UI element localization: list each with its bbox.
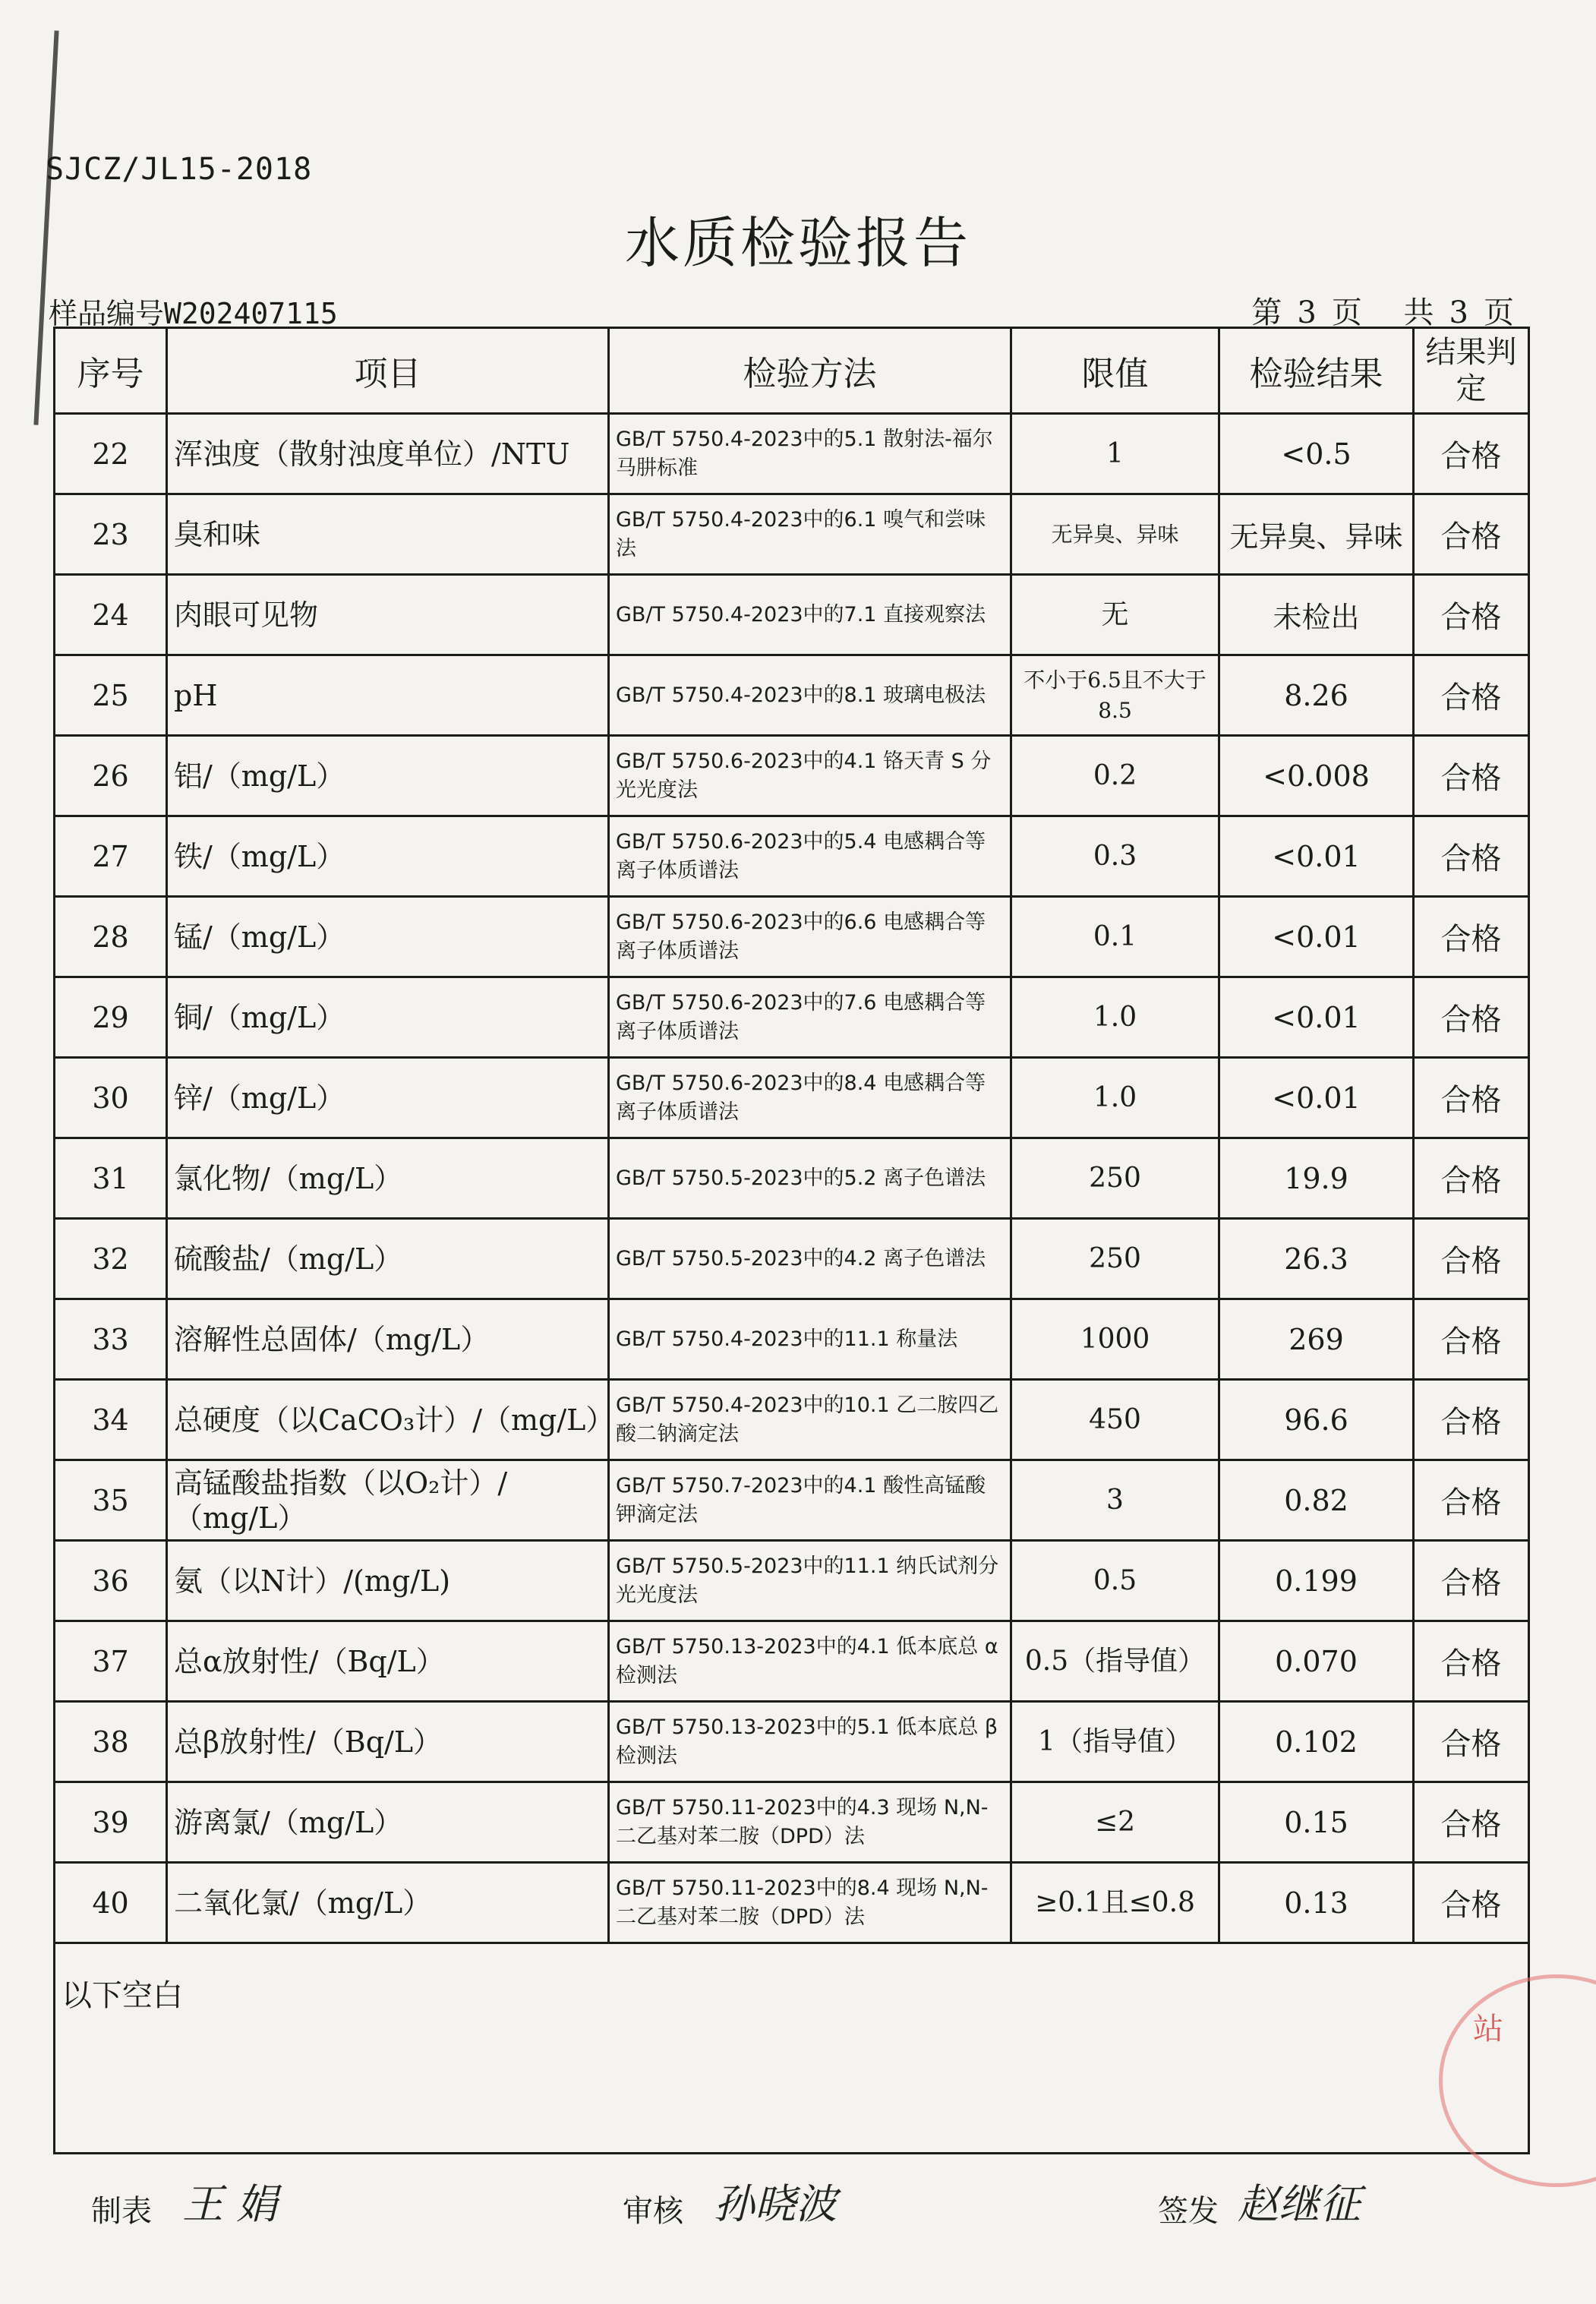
row-result: 0.15 [1219,1782,1414,1863]
row-method: GB/T 5750.6-2023中的8.4 电感耦合等离子体质谱法 [609,1058,1011,1138]
row-limit: 250 [1011,1138,1219,1219]
table-row [55,897,1529,977]
row-result: 0.82 [1219,1460,1414,1541]
table-row [55,414,1529,494]
row-method: GB/T 5750.4-2023中的5.1 散射法-福尔马肼标准 [609,414,1011,494]
row-judge: 合格 [1414,1058,1529,1138]
row-limit: 250 [1011,1219,1219,1299]
row-result: 269 [1219,1299,1414,1380]
row-method: GB/T 5750.4-2023中的11.1 称量法 [609,1299,1011,1380]
total-word: 页 [1484,295,1514,330]
table-row [55,1541,1529,1621]
sample-number-value: W202407115 [164,297,338,330]
row-limit: 0.1 [1011,897,1219,977]
table-row [55,1621,1529,1702]
table-row [55,1299,1529,1380]
table-row [55,1702,1529,1782]
row-result: 未检出 [1219,575,1414,655]
page-word: 页 [1331,295,1362,330]
table-row [55,736,1529,816]
row-no: 36 [55,1541,167,1621]
row-method: GB/T 5750.6-2023中的6.6 电感耦合等离子体质谱法 [609,897,1011,977]
row-no: 26 [55,736,167,816]
row-limit: 1 [1011,414,1219,494]
row-limit: 0.5（指导值） [1011,1621,1219,1702]
table-row [55,1219,1529,1299]
row-item: 铁/（mg/L） [167,816,609,897]
row-judge: 合格 [1414,977,1529,1058]
row-method: GB/T 5750.5-2023中的11.1 纳氏试剂分光光度法 [609,1541,1011,1621]
row-item: 硫酸盐/（mg/L） [167,1219,609,1299]
header-item: 项目 [167,328,609,414]
row-no: 31 [55,1138,167,1219]
row-result: 0.199 [1219,1541,1414,1621]
row-no: 32 [55,1219,167,1299]
row-limit: 450 [1011,1380,1219,1460]
row-judge: 合格 [1414,655,1529,736]
row-limit: 无 [1011,575,1219,655]
page-indicator [1244,289,1522,332]
row-no: 22 [55,414,167,494]
row-method: GB/T 5750.7-2023中的4.1 酸性高锰酸钾滴定法 [609,1460,1011,1541]
table-row [55,575,1529,655]
row-method: GB/T 5750.4-2023中的10.1 乙二胺四乙酸二钠滴定法 [609,1380,1011,1460]
row-result: 26.3 [1219,1219,1414,1299]
row-result: <0.01 [1219,897,1414,977]
row-judge: 合格 [1414,1380,1529,1460]
row-judge: 合格 [1414,736,1529,816]
row-judge: 合格 [1414,414,1529,494]
row-result: 96.6 [1219,1380,1414,1460]
row-no: 40 [55,1863,167,1943]
row-method: GB/T 5750.6-2023中的4.1 铬天青 S 分光光度法 [609,736,1011,816]
header-limit: 限值 [1011,328,1219,414]
row-limit: 1.0 [1011,977,1219,1058]
row-no: 23 [55,494,167,575]
table-row [55,494,1529,575]
row-no: 34 [55,1380,167,1460]
row-limit: 3 [1011,1460,1219,1541]
sample-number-label: 样品编号 [49,297,165,330]
row-result: 8.26 [1219,655,1414,736]
row-method: GB/T 5750.5-2023中的5.2 离子色谱法 [609,1138,1011,1219]
row-limit: 1.0 [1011,1058,1219,1138]
row-limit: 1（指导值） [1011,1702,1219,1782]
row-limit: 1000 [1011,1299,1219,1380]
row-item: 浑浊度（散射浊度单位）/NTU [167,414,609,494]
row-method: GB/T 5750.6-2023中的5.4 电感耦合等离子体质谱法 [609,816,1011,897]
row-judge: 合格 [1414,1138,1529,1219]
row-result: <0.008 [1219,736,1414,816]
row-limit: 0.5 [1011,1541,1219,1621]
table-row [55,816,1529,897]
table-row [55,1460,1529,1541]
row-item: 游离氯/（mg/L） [167,1782,609,1863]
row-judge: 合格 [1414,1219,1529,1299]
table-row [55,655,1529,736]
reviewed-label: 审核 [623,2194,683,2229]
row-no: 27 [55,816,167,897]
row-method: GB/T 5750.4-2023中的6.1 嗅气和尝味法 [609,494,1011,575]
header-result: 检验结果 [1219,328,1414,414]
row-method: GB/T 5750.11-2023中的8.4 现场 N,N-二乙基对苯二胺（DPD）法 [609,1863,1011,1943]
table-row [55,1782,1529,1863]
row-result: 0.070 [1219,1621,1414,1702]
row-limit: ≤2 [1011,1782,1219,1863]
row-item: 总α放射性/（Bq/L） [167,1621,609,1702]
row-item: 铝/（mg/L） [167,736,609,816]
row-item: 总β放射性/（Bq/L） [167,1702,609,1782]
row-item: 高锰酸盐指数（以O₂计）/（mg/L） [167,1460,609,1541]
row-method: GB/T 5750.5-2023中的4.2 离子色谱法 [609,1219,1011,1299]
row-no: 24 [55,575,167,655]
row-item: 溶解性总固体/（mg/L） [167,1299,609,1380]
row-no: 30 [55,1058,167,1138]
prepared-signature: 王 娟 [182,2180,278,2228]
row-judge: 合格 [1414,1460,1529,1541]
total-prefix: 共 [1403,295,1434,330]
row-no: 39 [55,1782,167,1863]
row-result: <0.01 [1219,977,1414,1058]
row-judge: 合格 [1414,1863,1529,1943]
row-judge: 合格 [1414,494,1529,575]
row-limit: 0.2 [1011,736,1219,816]
row-item: 臭和味 [167,494,609,575]
blank-row [55,1943,1529,2154]
row-judge: 合格 [1414,897,1529,977]
row-item: 二氧化氯/（mg/L） [167,1863,609,1943]
table-row [55,1138,1529,1219]
row-no: 35 [55,1460,167,1541]
table-row [55,1058,1529,1138]
header-no: 序号 [55,328,167,414]
row-method: GB/T 5750.4-2023中的8.1 玻璃电极法 [609,655,1011,736]
row-item: 锰/（mg/L） [167,897,609,977]
issued-label: 签发 [1158,2194,1219,2229]
row-no: 25 [55,655,167,736]
row-judge: 合格 [1414,1702,1529,1782]
row-item: 总硬度（以CaCO₃计）/（mg/L） [167,1380,609,1460]
prepared-label: 制表 [91,2194,152,2229]
row-item: 肉眼可见物 [167,575,609,655]
row-result: <0.5 [1219,414,1414,494]
document-code: SJCZ/JL15-2018 [46,152,313,187]
header-method: 检验方法 [609,328,1011,414]
row-item: 锌/（mg/L） [167,1058,609,1138]
reviewed-signature: 孙晓波 [714,2180,837,2228]
issued-signature: 赵继征 [1238,2180,1361,2228]
row-item: 铜/（mg/L） [167,977,609,1058]
row-method: GB/T 5750.11-2023中的4.3 现场 N,N-二乙基对苯二胺（DPD）法 [609,1782,1011,1863]
row-judge: 合格 [1414,575,1529,655]
row-limit: 无异臭、异味 [1011,494,1219,575]
table-row [55,1380,1529,1460]
row-judge: 合格 [1414,816,1529,897]
table-body [55,414,1529,2154]
page-total: 3 [1449,295,1468,330]
row-no: 38 [55,1702,167,1782]
row-no: 37 [55,1621,167,1702]
header-judge: 结果判定 [1414,328,1529,414]
row-item: 氯化物/（mg/L） [167,1138,609,1219]
stamp-text: 站 [1473,2012,1503,2047]
row-result: <0.01 [1219,1058,1414,1138]
row-judge: 合格 [1414,1299,1529,1380]
table-row [55,1863,1529,1943]
row-limit: ≥0.1且≤0.8 [1011,1863,1219,1943]
row-result: 19.9 [1219,1138,1414,1219]
row-judge: 合格 [1414,1782,1529,1863]
row-result: <0.01 [1219,816,1414,897]
row-method: GB/T 5750.13-2023中的4.1 低本底总 α 检测法 [609,1621,1011,1702]
table-header-row [55,328,1529,414]
row-limit: 0.3 [1011,816,1219,897]
report-title: 水质检验报告 [624,211,971,275]
sample-number [49,290,338,332]
row-method: GB/T 5750.13-2023中的5.1 低本底总 β 检测法 [609,1702,1011,1782]
row-judge: 合格 [1414,1541,1529,1621]
row-item: 氨（以N计）/(mg/L) [167,1541,609,1621]
row-no: 28 [55,897,167,977]
page-prefix: 第 [1251,295,1282,330]
row-result: 0.13 [1219,1863,1414,1943]
row-method: GB/T 5750.6-2023中的7.6 电感耦合等离子体质谱法 [609,977,1011,1058]
results-table [53,327,1530,2154]
blank-note: 以下空白 [55,1943,1529,2154]
row-method: GB/T 5750.4-2023中的7.1 直接观察法 [609,575,1011,655]
table-row [55,977,1529,1058]
row-judge: 合格 [1414,1621,1529,1702]
row-limit: 不小于6.5且不大于8.5 [1011,655,1219,736]
row-item: pH [167,655,609,736]
page-current: 3 [1297,295,1317,330]
row-result: 0.102 [1219,1702,1414,1782]
row-result: 无异臭、异味 [1219,494,1414,575]
row-no: 33 [55,1299,167,1380]
row-no: 29 [55,977,167,1058]
